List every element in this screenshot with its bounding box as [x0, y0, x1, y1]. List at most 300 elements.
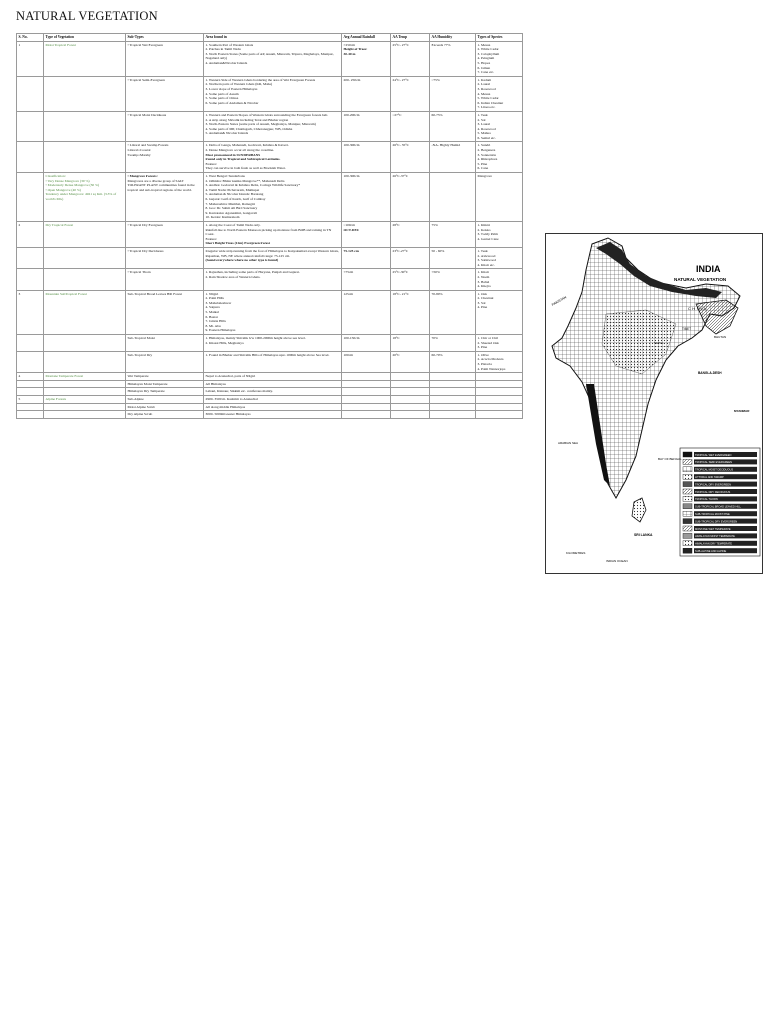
cell-line: 1. Kadam — [477, 77, 492, 82]
cell-rainfall — [342, 290, 391, 334]
cell-subtypes — [126, 395, 204, 403]
cell-area — [204, 388, 342, 396]
cell-temp: 18°C — [391, 335, 430, 352]
cell-line: 4. Rhizophora — [477, 157, 498, 162]
cell-sno: 4 — [17, 373, 44, 381]
cell-line: 5. Hopea — [477, 60, 491, 65]
cell-line: 1. Oak — [477, 291, 487, 296]
cell-line: 2. Sheeted Oak — [477, 340, 499, 345]
header-rainfall: Avg Annual Rainfall — [342, 34, 391, 42]
cell-temp: 18°C- 21°C — [391, 290, 430, 334]
cell-line: Most pronounced in SUNDERBANS — [205, 152, 261, 157]
cell-line: Lahaul, Kinnaur, Sikkim etc. coniferous mainly. — [205, 389, 273, 394]
table-row — [17, 173, 523, 222]
cell-subtypes — [126, 388, 204, 396]
cell-subtypes — [126, 142, 204, 173]
cell-area — [204, 111, 342, 142]
cell-line: 1. Along the Coast of Tamil Nadu only. — [205, 222, 261, 227]
cell-line: 6. Gujarat: Gulf of Kutch, Gulf of Cambay — [205, 197, 266, 201]
cell-line: 2. Khassi Hills, Meghalaya — [205, 340, 244, 345]
cell-line: 7. Cane etc. — [477, 70, 495, 75]
cell-line: 2. Acacia Modesta — [477, 357, 504, 362]
cell-type — [44, 173, 126, 222]
table-row — [17, 111, 523, 142]
cell-humidity: 60-70% — [430, 351, 476, 372]
cell-line: 4. Khejra — [477, 284, 491, 289]
map-label-nepal: NEPAL — [654, 341, 664, 345]
cell-line: 4. Khair etc. — [477, 262, 495, 267]
cell-line: 1. Sundri — [477, 143, 491, 148]
map-label-bay-of-bengal: BAY OF BENGAL — [658, 457, 682, 461]
cell-humidity — [430, 380, 476, 388]
cell-line: 2. A strip along Shivalik including Terai and Bhabar region — [205, 117, 289, 122]
cell-temp: 28°C — [391, 221, 430, 247]
cell-line: Irregular wide strip running from the foot of Himalayas to Kanyakumari except Western Ghats, Rajasthan, WB, NE where annual rainfall range: 75-125 cm. — [205, 248, 339, 258]
map-label-pakistan: PAKISTAN — [551, 295, 568, 307]
cell-area — [204, 247, 342, 268]
cell-line: 8. Goa: Dr. Salim Ali Bird Sanctuary — [205, 206, 258, 211]
cell-rainfall — [342, 388, 391, 396]
cell-line: Height of Trees: — [343, 47, 368, 52]
cell-line: >250cm — [343, 42, 355, 47]
table-row — [17, 395, 523, 403]
cell-line: 10. Kerala: Kumarakom — [205, 215, 240, 220]
cell-line: 100-300cm — [343, 174, 360, 179]
cell-line: 2. Dense Mangrove occur all along the coastline. — [205, 148, 275, 153]
cell-species — [476, 76, 523, 111]
legend-swatch — [683, 474, 692, 479]
table-row — [17, 411, 523, 419]
cell-sno — [17, 388, 44, 396]
cell-line: • Tropical Moist Deciduous — [127, 112, 167, 117]
cell-line: Tendency under Mangrove: 4921 sq Km. (3.3% of world's MG) — [45, 192, 117, 201]
cell-humidity: Exceeds 77% — [430, 41, 476, 76]
cell-line: 6. Bastar — [205, 314, 218, 319]
cell-line: 5. Mahua — [477, 131, 491, 136]
map-label-bangladesh: BANGLA-DESH — [698, 371, 722, 375]
cell-species — [476, 142, 523, 173]
cell-line: • Littoral and Swamp Forests — [127, 143, 169, 148]
cell-line: 75-125 cm — [343, 248, 359, 253]
cell-line: ~100cm — [343, 222, 355, 227]
cell-line: 1. Khair — [477, 270, 489, 275]
cell-line: 200- 250cm — [343, 77, 361, 82]
cell-humidity: 70% — [430, 335, 476, 352]
cell-species — [476, 335, 523, 352]
cell-subtypes — [126, 41, 204, 76]
cell-area — [204, 269, 342, 290]
cell-type: Moist Tropical Forest — [44, 41, 126, 76]
cell-line: 6. Some parts of Andaman & Nicobar — [205, 100, 259, 105]
header-temp: AA Temp — [391, 34, 430, 42]
cell-area — [204, 142, 342, 173]
cell-rainfall — [342, 411, 391, 419]
cell-line: 2. Palni Hills — [205, 296, 224, 301]
cell-line: 3. North-Eastern States (some parts of Assam, Meghalaya, Manipur, Mizoram) — [205, 122, 316, 127]
cell-type — [44, 247, 126, 268]
map-label-indian-ocean: INDIAN OCEAN — [606, 559, 628, 563]
cell-line: 1. Mesua — [477, 42, 491, 47]
map-label-arabian-sea: ARABIAN SEA — [558, 441, 579, 445]
cell-line: 7. Jaintia Hills — [205, 319, 226, 324]
cell-line: 4. Pelagium — [477, 56, 495, 61]
cell-line: 1. Delta of Ganga, Mahanadi, Godavari, Krishna & Kaveri. — [205, 143, 289, 148]
cell-temp: 24°C- 27°C — [391, 76, 430, 111]
cell-humidity: 50 - 60% — [430, 247, 476, 268]
cell-line: 1. Nilgiri — [205, 291, 219, 296]
cell-line: Sub-Alpine — [127, 396, 144, 401]
cell-sno — [17, 335, 44, 352]
legend-label: TROPICAL DRY EVERGREEN — [695, 483, 731, 487]
cell-line: 4. Mesua — [477, 91, 491, 96]
map-subtitle: NATURAL VEGETATION — [674, 277, 727, 282]
cell-line: Sub-Tropical Dry — [127, 352, 153, 357]
cell-area — [204, 403, 342, 411]
cell-line: 9. Eastern Himalayas — [205, 328, 236, 333]
cell-subtypes — [126, 111, 204, 142]
cell-sno — [17, 411, 44, 419]
legend-swatch — [683, 548, 692, 553]
cell-rainfall — [342, 403, 391, 411]
cell-line: 1. Chir or Chil — [477, 336, 498, 341]
cell-line: 2. Kokko — [477, 227, 491, 232]
cell-subtypes — [126, 335, 204, 352]
cell-line: • Tropical Wet Evergreen — [127, 42, 163, 47]
cell-temp — [391, 403, 430, 411]
cell-species — [476, 221, 523, 247]
cell-line: 4. Some parts of MP, Chattisgarh, Chhotanagpur, WB, Odisha — [205, 126, 293, 131]
cell-temp: 20°C — [391, 351, 430, 372]
cell-line: 2. Odhisha: Bhitar kanika Mangrove**, Mahanadi Delta — [205, 178, 285, 183]
cell-rainfall — [342, 76, 391, 111]
cell-species — [476, 380, 523, 388]
cell-subtypes — [126, 411, 204, 419]
cell-area — [204, 76, 342, 111]
cell-subtypes — [126, 221, 204, 247]
cell-line: 6. Indian Chestnut — [477, 100, 504, 105]
legend-label: HIMALAYAN DRY TEMPERATE — [695, 542, 733, 546]
legend-swatch — [683, 467, 692, 472]
cell-temp: 23°C-27°C — [391, 247, 430, 268]
cell-line: 2. Patches in Tamil Nadu — [205, 47, 241, 52]
cell-humidity — [430, 173, 476, 222]
cell-rainfall — [342, 380, 391, 388]
india-vegetation-map — [545, 233, 763, 574]
legend-label: LITTORAL AND SWAMP — [695, 476, 724, 479]
cell-line: 4. Satpura — [205, 305, 220, 310]
cell-line: 5. Andaman& Nicobar Islands — [205, 131, 249, 136]
cell-sno — [17, 403, 44, 411]
cell-humidity: -NA- Highly Humid — [430, 142, 476, 173]
cell-line: 100cm — [343, 352, 354, 357]
legend-swatch — [683, 482, 692, 487]
cell-species — [476, 41, 523, 76]
table-row — [17, 76, 523, 111]
cell-line: 2. Chestnut — [477, 296, 494, 301]
table-header-row — [17, 34, 523, 42]
cell-subtypes — [126, 373, 204, 381]
cell-line: Mangrove — [477, 174, 492, 179]
cell-line: 1. Western Side of Western Ghats bordering the area of Wet Evergreen Forests — [205, 77, 316, 82]
cell-subtypes — [126, 173, 204, 222]
cell-humidity — [430, 388, 476, 396]
cell-type — [44, 76, 126, 111]
table-row — [17, 388, 523, 396]
legend-label: TROPICAL DRY DECIDUOUS — [695, 490, 731, 494]
cell-rainfall — [342, 142, 391, 173]
cell-type: Mountain SubTropical Forest — [44, 290, 126, 334]
cell-area — [204, 351, 342, 372]
cell-subtypes — [126, 380, 204, 388]
cell-line: 3. Calophyllum — [477, 51, 500, 56]
cell-rainfall — [342, 351, 391, 372]
cell-line: Feature: — [205, 236, 217, 241]
cell-area — [204, 335, 342, 352]
cell-line: 5. Maikal — [205, 310, 219, 315]
cell-rainfall — [342, 173, 391, 222]
map-label-myanmar: MYANMAR — [734, 409, 750, 413]
cell-sno — [17, 111, 44, 142]
table-row — [17, 335, 523, 352]
cell-line: 2. Rain Shadow area of Western Ghats. — [205, 274, 261, 279]
map-figure — [546, 234, 762, 573]
cell-line: Wet Temperate — [127, 374, 149, 379]
cell-humidity: <50% — [430, 269, 476, 290]
cell-area — [204, 380, 342, 388]
cell-line: • Moderately Dense Mangrove (30 %) — [45, 183, 100, 188]
cell-subtypes — [126, 76, 204, 111]
cell-species — [476, 290, 523, 334]
cell-line: 1. Khirni — [477, 222, 491, 227]
legend-label: SUB-TROPICAL MOIST PINE — [695, 513, 730, 516]
cell-temp — [391, 388, 430, 396]
cell-line: 4. Palm Nannorjops — [477, 366, 506, 371]
cell-line: • Very Dense Mangrove (30 %) — [45, 178, 90, 183]
cell-line: 4. Some parts of Assam — [205, 91, 239, 96]
cell-line: Swamp=Marshy — [127, 152, 151, 157]
cell-rainfall — [342, 335, 391, 352]
cell-type — [44, 142, 126, 173]
cell-humidity: 70-80% — [430, 290, 476, 334]
cell-temp — [391, 380, 430, 388]
table-row — [17, 142, 523, 173]
cell-line: 3. Pistacia — [477, 362, 492, 366]
cell-type — [44, 380, 126, 388]
header-area: Area found in — [204, 34, 342, 42]
cell-line: Moist Alpine Scrub — [127, 404, 155, 409]
table-row — [17, 269, 523, 290]
cell-rainfall — [342, 269, 391, 290]
legend-label: SUB-TROPICAL DRY EVERGREEN — [695, 520, 738, 524]
legend-swatch — [683, 489, 692, 494]
cell-line: 3. Lower slope of Eastern Himalayas — [205, 86, 258, 91]
cell-line: 9. Karnataka: Aganashini, Gangavali — [205, 210, 258, 215]
page-title: NATURAL VEGETATION — [16, 9, 158, 23]
cell-line: 6. Semul etc. — [477, 135, 496, 140]
cell-sno: 2 — [17, 221, 44, 247]
cell-line: 4. Pine — [477, 305, 488, 310]
cell-humidity — [430, 411, 476, 419]
cell-line: 3. Rosewood — [477, 86, 496, 91]
map-label-bhutan: BHUTAN — [714, 335, 727, 339]
table-row — [17, 221, 523, 247]
cell-area — [204, 290, 342, 334]
cell-line: 2. Northern parts of Western Ghats (KR, Maha) — [205, 82, 273, 87]
cell-line: 2. Sal — [477, 117, 486, 122]
cell-temp: 25°C-30°C — [391, 269, 430, 290]
cell-humidity — [430, 373, 476, 381]
cell-line: Nepal to Arunachal, parts of Nilgiri — [205, 374, 256, 379]
cell-line: 100-150cm — [343, 336, 360, 341]
cell-sno — [17, 269, 44, 290]
cell-line: 2. Laurel — [477, 82, 491, 87]
cell-line: 3. Sal — [477, 300, 486, 305]
cell-line: 5. Andaman & Nicobar Islands: Baratang — [205, 192, 264, 197]
legend-label: TROPICAL MOIST DECIDUOUS — [695, 468, 734, 472]
cell-line: 3. Pine — [477, 345, 488, 350]
header-sno: S. No. — [17, 34, 44, 42]
cell-sno — [17, 173, 44, 222]
cell-line: Littoral=Coastal — [127, 148, 151, 153]
cell-line: 2900- 3500 m. Kashmir to Arunachal — [205, 396, 258, 401]
cell-line: 100-300cm — [343, 143, 360, 148]
cell-line: Sub-Tropical Moist — [127, 336, 155, 341]
cell-rainfall — [342, 247, 391, 268]
sri-lanka — [632, 498, 646, 522]
cell-sno — [17, 247, 44, 268]
cell-species — [476, 388, 523, 396]
cell-line: 4. Garnet Cane — [477, 236, 499, 241]
cell-type — [44, 269, 126, 290]
cell-rainfall — [342, 395, 391, 403]
table-row — [17, 290, 523, 334]
cell-area — [204, 373, 342, 381]
cell-type — [44, 111, 126, 142]
cell-species — [476, 351, 523, 372]
cell-line: 5. Pine — [477, 161, 488, 166]
table-row — [17, 247, 523, 268]
cell-line: <75cm — [343, 270, 354, 275]
cell-line: 3. North Eastern States (Some parts of AP, Assam, Mizoram, Tripura, Meghalaya, Manipur, Nagaland only) — [205, 51, 334, 61]
cell-line: 100-200cm — [343, 112, 360, 117]
cell-line: 3. Andhra: Godavari & Krishna Delta, Coringa Wildlife Sanctuary* — [205, 183, 301, 188]
cell-line: 3000- 5000mGreater Himalayas — [205, 412, 251, 417]
cell-type: Alpine Forests — [44, 395, 126, 403]
cell-line: 1. Teak — [477, 248, 488, 253]
cell-line: Sub-Tropical Broad Leaves Hill Forest — [127, 291, 183, 296]
cell-temp: 25°C- 27°C — [391, 41, 430, 76]
legend-label: MONTANE WET TEMPERATE — [695, 527, 731, 531]
cell-line: 4. Rosewood — [477, 126, 496, 131]
cell-line: 3. Babul — [477, 279, 490, 284]
cell-line: 1. Western and Eastern Slopes of Western Ghats surrounding the Evergreen forests belt. — [205, 112, 329, 117]
cell-humidity: 75% — [430, 221, 476, 247]
cell-line: 2. Axlewood — [477, 253, 496, 258]
cell-species — [476, 173, 523, 222]
cell-line: 3. Mahabaleshwar — [205, 300, 232, 305]
cell-area — [204, 173, 342, 222]
cell-type — [44, 403, 126, 411]
cell-line: 7. Maharashtra: Mumbai, Ratnagiri — [205, 201, 255, 206]
cell-line: Himalayan Moist Temperate — [127, 381, 168, 386]
cell-species — [476, 247, 523, 268]
cell-sno — [17, 380, 44, 388]
cell-line: 1. Rajasthan, including some parts of Haryana, Punjab and Gujarat. — [205, 270, 300, 275]
cell-species — [476, 269, 523, 290]
table-row — [17, 373, 523, 381]
cell-subtypes — [126, 351, 204, 372]
cell-sno — [17, 142, 44, 173]
cell-line: 5. Some parts of Orissa — [205, 96, 239, 101]
legend-swatch — [683, 496, 692, 501]
legend-swatch — [683, 526, 692, 531]
cell-line: (found everywhere where no other type is found) — [205, 258, 279, 263]
cell-line: 1. Teak — [477, 112, 488, 117]
legend-label: TROPICAL SEMI EVERGREEN — [695, 461, 732, 465]
cell-line: Mangroves are a diverse group of SALT TOLERANT PLANT communities found in the tropical and sub-tropical regions of the world. — [127, 178, 195, 192]
cell-line: 1. West Bengal: Sundarbans — [205, 174, 245, 179]
cell-type: Montane Temperate Forest — [44, 373, 126, 381]
map-label-china: CHINA — [688, 306, 708, 311]
table-row — [17, 351, 523, 372]
cell-rainfall — [342, 373, 391, 381]
cell-subtypes — [126, 403, 204, 411]
cell-line: • Open Mangrove (40 %) — [45, 187, 81, 192]
cell-subtypes — [126, 247, 204, 268]
map-scale: KILOMETRES — [566, 551, 586, 555]
cell-rainfall — [342, 41, 391, 76]
cell-temp: 26°C-37°C — [391, 173, 430, 222]
cell-temp — [391, 411, 430, 419]
cell-line: • Mangrove Forests: — [127, 174, 158, 179]
cell-line: 6. Cane — [477, 166, 489, 171]
cell-line: All Himalayas — [205, 381, 226, 386]
cell-species — [476, 403, 523, 411]
cell-subtypes — [126, 290, 204, 334]
cell-sno: 3 — [17, 290, 44, 334]
cell-sno — [17, 351, 44, 372]
map-label-srilanka: SRI LANKA — [634, 533, 653, 537]
cell-temp — [391, 373, 430, 381]
legend-label: TROPICAL THORN — [695, 498, 718, 502]
legend-label: SUB-ALPINE AND ALPINE — [695, 550, 727, 553]
cell-sno: 1 — [17, 41, 44, 76]
cell-line: 4. Tamil Nadu: Pichavaram, Muthupet — [205, 187, 260, 192]
cell-area — [204, 411, 342, 419]
cell-humidity: 60-75% — [430, 111, 476, 142]
cell-line: Classification: — [45, 174, 66, 179]
cell-line: Found only in Tropical and Subtropical Latitudes. — [205, 157, 281, 162]
cell-line: 8. Mt. Abu — [205, 323, 221, 328]
cell-area — [204, 395, 342, 403]
cell-type — [44, 335, 126, 352]
cell-line: OCT-DEC — [343, 227, 360, 232]
cell-species — [476, 111, 523, 142]
cell-species — [476, 395, 523, 403]
table-body — [17, 41, 523, 418]
cell-humidity: ~75% — [430, 76, 476, 111]
cell-line: 125cm — [343, 291, 354, 296]
cell-species — [476, 411, 523, 419]
cell-line: 1. Olive — [477, 352, 489, 357]
cell-temp — [391, 395, 430, 403]
cell-species — [476, 373, 523, 381]
cell-type — [44, 411, 126, 419]
cell-line: 6. Jamun — [477, 65, 491, 70]
cell-line: 7. Litsea etc. — [477, 105, 496, 110]
legend-label: HIMALAYAN MOIST TEMPERATE — [695, 535, 735, 539]
legend-swatch — [683, 452, 692, 457]
